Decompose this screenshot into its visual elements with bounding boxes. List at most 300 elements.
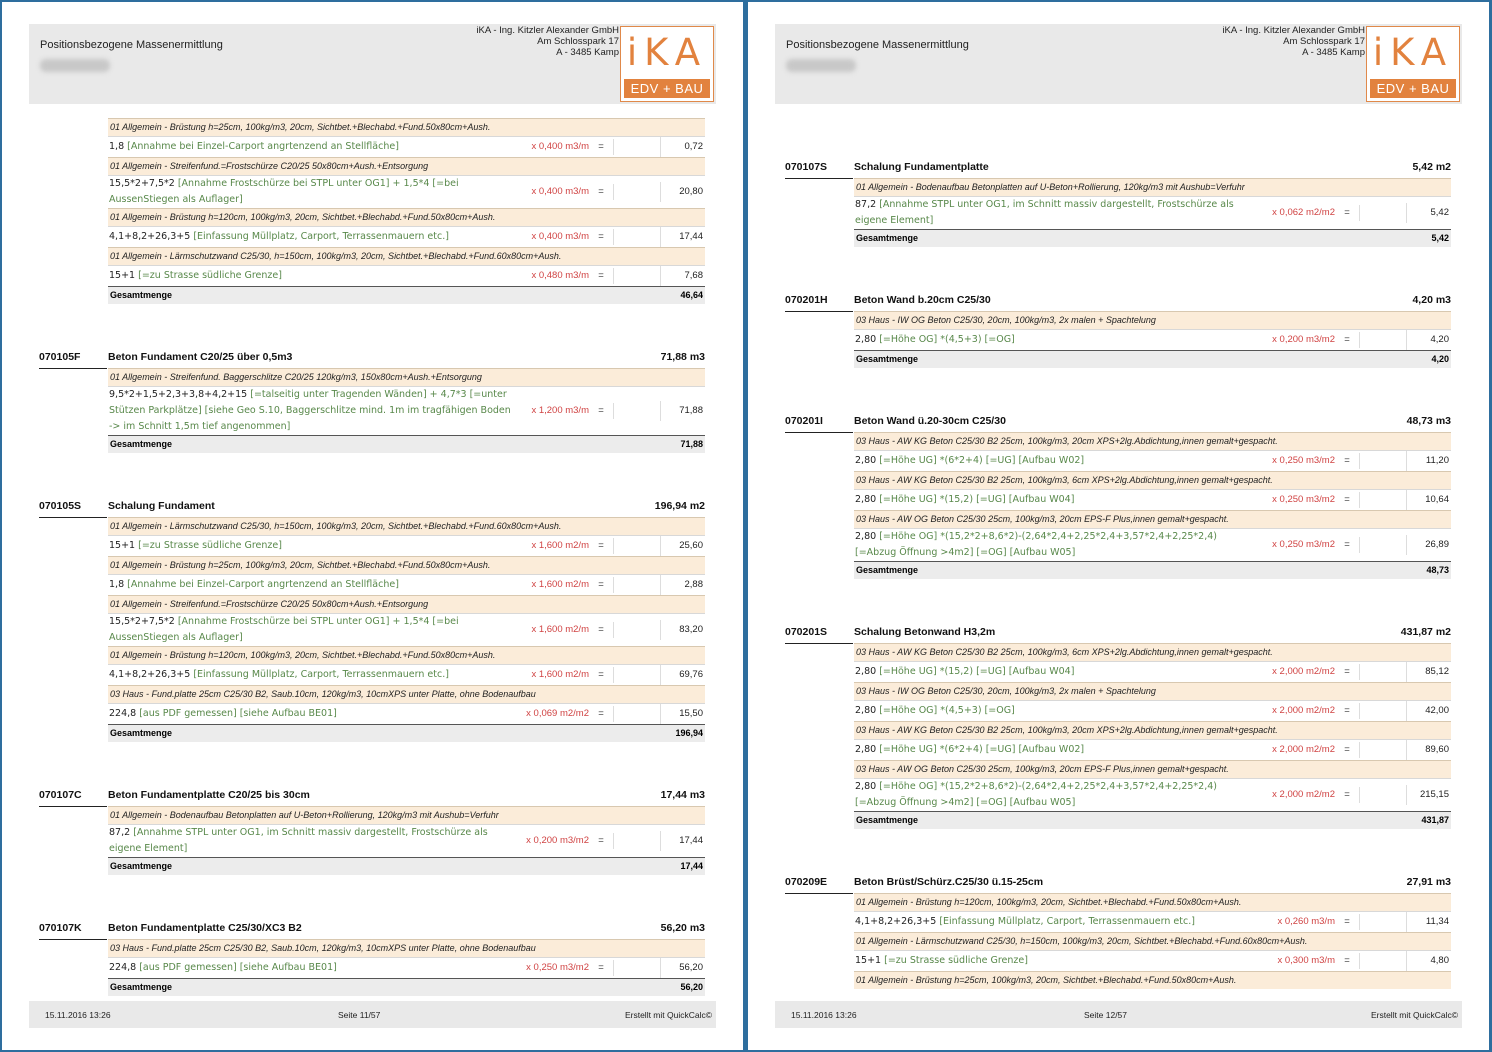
calc-formula [108,538,512,554]
position-rows [108,517,705,742]
logo-bottom-text: EDV + BAU [624,79,710,98]
column-divider [614,536,661,556]
calc-formula [108,706,512,722]
position-title: Schalung Fundamentplatte [854,161,989,173]
equals-sign: = [1335,205,1360,221]
calc-row [108,824,705,857]
page-footer [775,1001,1462,1028]
position-quantity: 5,42 m2 [1412,161,1451,173]
calc-factor: x 0,400 m3/m [531,186,589,197]
position-block [785,281,1451,368]
calc-result: 17,44 [679,231,703,242]
column-divider [1360,785,1407,805]
equals-sign: = [1335,332,1360,348]
calc-factor: x 2,000 m2/m2 [1272,789,1335,800]
calc-row [854,450,1451,471]
equals-sign: = [1335,492,1360,508]
footer-created-with: Erstellt mit QuickCalc© [1370,1010,1458,1020]
calc-row [108,535,705,556]
formula-expression: 1,8 [109,141,128,152]
calc-result: 215,15 [1419,789,1449,800]
position-header [785,613,1451,643]
column-divider [614,227,661,247]
company-logo [1366,26,1460,102]
total-value: 71,88 [680,439,703,449]
equals-sign: = [589,706,614,722]
calc-formula [108,229,512,245]
footer-created-with: Erstellt mit QuickCalc© [624,1010,712,1020]
company-address: iKA - Ing. Kitzler Alexander GmbH Am Schlosspark 17 A - 3485 Kamp [476,25,619,58]
total-label: Gesamtmenge [856,233,919,243]
calc-formula [108,387,512,435]
formula-expression: 224,8 [109,708,140,719]
total-row [108,724,705,742]
redacted-field [786,59,856,72]
position-quantity: 196,94 m2 [654,500,705,512]
item-note: 01 Allgemein - Brüstung h=120cm, 100kg/m3, 20cm, Sichtbet.+Blechabd.+Fund.50x80cm+Aush. [108,646,705,664]
calc-row [108,265,705,286]
footer-date: 15.11.2016 13:26 [45,1010,111,1020]
position-block [785,613,1451,829]
calc-factor: x 2,000 m2/m2 [1272,666,1335,677]
calc-row [854,911,1451,932]
calc-row [108,664,705,685]
logo-top-text: iKA [1372,31,1454,74]
calc-formula [854,953,1258,969]
item-note: 03 Haus - AW KG Beton C25/30 B2 25cm, 100kg/m3, 6cm XPS+2lg.Abdichtung,innen gemalt+gespacht. [854,643,1451,661]
code-underline [39,517,107,518]
calc-result: 20,80 [679,186,703,197]
column-divider [614,665,661,685]
calc-factor: x 2,000 m2/m2 [1272,705,1335,716]
calc-row [854,700,1451,721]
equals-sign: = [589,184,614,200]
position-rows [854,643,1451,829]
formula-comment: [=Höhe OG] *(15,2*2+8,6*2)-(2,64*2,4+2,25*2,4+3,57*2,4+2,25*2,4) [=Abzug Öffnung >4m2] [=OG] [Aufbau W05] [855,531,1217,558]
total-row [108,857,705,875]
formula-comment: [Annahme bei Einzel-Carport angrtenzend an Stellfläche] [127,141,399,152]
formula-expression: 15,5*2+7,5*2 [109,178,178,189]
position-header [39,909,705,939]
column-divider [1360,701,1407,721]
code-underline [39,368,107,369]
column-divider [1360,535,1407,555]
formula-expression: 4,1+8,2+26,3+5 [855,916,940,927]
equals-sign: = [1335,703,1360,719]
position-block [785,148,1451,247]
column-divider [1360,951,1407,971]
calc-factor: x 0,480 m3/m [531,270,589,281]
footer-page-number: Seite 11/57 [338,1010,381,1020]
column-divider [1360,740,1407,760]
report-page-left [2,2,743,1050]
calc-formula [108,614,512,646]
item-note: 03 Haus - AW KG Beton C25/30 B2 25cm, 100kg/m3, 20cm XPS+2lg.Abdichtung,innen gemalt+gespacht. [854,432,1451,450]
item-note: 01 Allgemein - Lärmschutzwand C25/30, h=150cm, 100kg/m3, 20cm, Sichtbet.+Blechabd.+Fund.60x80cm+Aush. [854,932,1451,950]
calc-row [854,778,1451,811]
page-footer [29,1001,716,1028]
position-quantity: 4,20 m3 [1412,294,1451,306]
column-divider [1360,912,1407,932]
total-value: 5,42 [1431,233,1449,243]
equals-sign: = [1335,742,1360,758]
item-note: 01 Allgemein - Streifenfund.=Frostschürze C20/25 50x80cm+Aush.+Entsorgung [108,157,705,175]
calc-formula [108,960,512,976]
formula-expression: 2,80 [855,705,880,716]
formula-expression: 87,2 [109,827,134,838]
report-page-right [748,2,1489,1050]
calc-result: 4,80 [1430,955,1449,966]
calc-factor: x 2,000 m2/m2 [1272,744,1335,755]
calc-row [854,950,1451,971]
position-code: 070105F [39,351,81,363]
formula-comment: [Annahme STPL unter OG1, im Schnitt massiv dargestellt, Frostschürze als eigene Element] [109,827,488,854]
position-code: 070209E [785,876,828,888]
position-rows [108,806,705,875]
calc-factor: x 0,400 m3/m [531,231,589,242]
calc-factor: x 0,062 m2/m2 [1272,207,1335,218]
code-underline [39,939,107,940]
total-label: Gesamtmenge [110,728,173,738]
calc-result: 0,72 [684,141,703,152]
calc-factor: x 1,600 m2/m [531,624,589,635]
position-rows [854,311,1451,368]
position-header [785,281,1451,311]
calc-formula [108,139,512,155]
total-label: Gesamtmenge [856,565,919,575]
formula-comment: [=Höhe UG] *(6*2+4) [=UG] [Aufbau W02] [879,744,1085,755]
column-divider [614,401,661,421]
calc-factor: x 0,400 m3/m [531,141,589,152]
formula-comment: [=Höhe UG] *(15,2) [=UG] [Aufbau W04] [879,494,1075,505]
formula-expression: 1,8 [109,579,128,590]
calc-formula [854,703,1258,719]
calc-factor: x 0,250 m3/m2 [1272,539,1335,550]
calc-result: 89,60 [1425,744,1449,755]
page-header [29,24,716,104]
total-label: Gesamtmenge [110,982,173,992]
equals-sign: = [589,960,614,976]
code-underline [39,806,107,807]
code-underline [785,311,853,312]
code-underline [785,178,853,179]
equals-sign: = [589,538,614,554]
calc-result: 11,20 [1425,455,1449,466]
position-code: 070201S [785,626,828,638]
equals-sign: = [589,667,614,683]
item-note: 03 Haus - AW OG Beton C25/30 25cm, 100kg/m3, 20cm EPS-F Plus,innen gemalt+gespacht. [854,510,1451,528]
position-block [39,776,705,875]
item-note: 03 Haus - Fund.platte 25cm C25/30 B2, Saub.10cm, 120kg/m3, 10cmXPS unter Platte, ohne Bodenaufbau [108,685,705,703]
formula-expression: 15,5*2+7,5*2 [109,616,178,627]
item-note: 03 Haus - Fund.platte 25cm C25/30 B2, Saub.10cm, 120kg/m3, 10cmXPS unter Platte, ohne Bodenaufbau [108,939,705,957]
total-label: Gesamtmenge [856,815,919,825]
logo-bottom-text: EDV + BAU [1370,79,1456,98]
position-title: Beton Brüst/Schürz.C25/30 ü.15-25cm [854,876,1044,888]
position-rows [108,368,705,453]
position-title: Beton Fundamentplatte C25/30/XC3 B2 [108,922,302,934]
formula-comment: [=zu Strasse südliche Grenze] [138,540,282,551]
item-note: 03 Haus - IW OG Beton C25/30, 20cm, 100kg/m3, 2x malen + Spachtelung [854,682,1451,700]
calc-formula [854,742,1258,758]
equals-sign: = [589,403,614,419]
total-row [854,229,1451,247]
position-header [785,148,1451,178]
calc-row [108,175,705,208]
calc-formula [854,492,1258,508]
calc-factor: x 0,250 m3/m2 [1272,494,1335,505]
calc-row [108,226,705,247]
formula-expression: 15+1 [109,270,139,281]
company-address: iKA - Ing. Kitzler Alexander GmbH Am Schlosspark 17 A - 3485 Kamp [1222,25,1365,58]
total-value: 4,20 [1431,354,1449,364]
formula-expression: 2,80 [855,666,880,677]
formula-expression: 2,80 [855,781,880,792]
calc-result: 17,44 [679,835,703,846]
total-row [108,286,705,304]
column-divider [614,704,661,724]
formula-comment: [=Höhe UG] *(15,2) [=UG] [Aufbau W04] [879,666,1075,677]
formula-comment: [aus PDF gemessen] [siehe Aufbau BE01] [139,962,337,973]
formula-expression: 2,80 [855,531,880,542]
total-label: Gesamtmenge [110,861,173,871]
position-quantity: 17,44 m3 [660,789,705,801]
position-rows [854,893,1451,989]
position-title: Beton Fundament C20/25 über 0,5m3 [108,351,293,363]
formula-expression: 9,5*2+1,5+2,3+3,8+4,2+15 [109,389,251,400]
column-divider [614,958,661,978]
item-note: 01 Allgemein - Brüstung h=25cm, 100kg/m3, 20cm, Sichtbet.+Blechabd.+Fund.50x80cm+Aush. [108,118,705,136]
company-logo [620,26,714,102]
column-divider [1360,490,1407,510]
position-quantity: 48,73 m3 [1406,415,1451,427]
calc-result: 7,68 [684,270,703,281]
column-divider [1360,203,1407,223]
item-note: 03 Haus - IW OG Beton C25/30, 20cm, 100kg/m3, 2x malen + Spachtelung [854,311,1451,329]
column-divider [614,266,661,286]
calc-factor: x 0,069 m2/m2 [526,708,589,719]
position-code: 070107S [785,161,828,173]
total-row [854,811,1451,829]
code-underline [785,432,853,433]
calc-factor: x 1,600 m2/m [531,540,589,551]
position-rows [854,178,1451,247]
formula-comment: [=Höhe OG] *(15,2*2+8,6*2)-(2,64*2,4+2,25*2,4+3,57*2,4+2,25*2,4) [=Abzug Öffnung >4m2] [=OG] [Aufbau W05] [855,781,1217,808]
calc-result: 25,60 [679,540,703,551]
position-block [39,487,705,742]
item-note: 03 Haus - AW KG Beton C25/30 B2 25cm, 100kg/m3, 20cm XPS+2lg.Abdichtung,innen gemalt+gespacht. [854,721,1451,739]
calc-result: 42,00 [1425,705,1449,716]
total-value: 56,20 [680,982,703,992]
report-title: Positionsbezogene Massenermittlung [786,39,969,51]
calc-factor: x 0,200 m3/m2 [526,835,589,846]
calc-formula [108,825,512,857]
calc-factor: x 0,250 m3/m2 [1272,455,1335,466]
equals-sign: = [589,139,614,155]
logo-top-text: iKA [626,31,708,74]
calc-formula [854,332,1258,348]
calc-row [854,329,1451,350]
formula-comment: [aus PDF gemessen] [siehe Aufbau BE01] [139,708,337,719]
formula-comment: [=Höhe OG] *(4,5+3) [=OG] [879,705,1015,716]
position-block [39,338,705,453]
column-divider [614,620,661,640]
position-rows [108,118,705,304]
position-code: 070107K [39,922,82,934]
total-value: 48,73 [1426,565,1449,575]
calc-result: 5,42 [1430,207,1449,218]
formula-expression: 15+1 [855,955,885,966]
formula-expression: 4,1+8,2+26,3+5 [109,669,194,680]
column-divider [614,182,661,202]
total-label: Gesamtmenge [110,290,173,300]
calc-factor: x 0,250 m3/m2 [526,962,589,973]
position-header [39,487,705,517]
formula-comment: [Einfassung Müllplatz, Carport, Terrassenmauern etc.] [193,231,449,242]
calc-row [108,386,705,435]
formula-comment: [Einfassung Müllplatz, Carport, Terrassenmauern etc.] [939,916,1195,927]
formula-comment: [=talseitig unter Tragenden Wänden] + 4,7*3 [=unter Stützen Parkplätze] [siehe Geo S.10, Baggerschlitze mind. 1m im tragfähigen Boden -> im Schnitt 1,5m tief angenommen] [109,389,511,432]
total-value: 46,64 [680,290,703,300]
position-quantity: 27,91 m3 [1406,876,1451,888]
equals-sign: = [589,577,614,593]
equals-sign: = [1335,537,1360,553]
item-note: 01 Allgemein - Brüstung h=120cm, 100kg/m3, 20cm, Sichtbet.+Blechabd.+Fund.50x80cm+Aush. [108,208,705,226]
calc-row [108,957,705,978]
footer-page-number: Seite 12/57 [1084,1010,1128,1020]
formula-comment: [Annahme Frostschürze bei STPL unter OG1] + 1,5*4 [=bei AussenStiegen als Auflager] [109,616,459,643]
total-value: 431,87 [1421,815,1449,825]
calc-formula [854,664,1258,680]
column-divider [614,831,661,851]
item-note: 01 Allgemein - Bodenaufbau Betonplatten auf U-Beton+Rollierung, 120kg/m3 mit Aushub=Verfuhr [854,178,1451,196]
calc-row [108,136,705,157]
calc-factor: x 0,300 m3/m [1277,955,1335,966]
formula-comment: [=Höhe OG] *(4,5+3) [=OG] [879,334,1015,345]
calc-result: 85,12 [1425,666,1449,677]
report-title: Positionsbezogene Massenermittlung [40,39,223,51]
calc-formula [854,197,1258,229]
calc-row [854,528,1451,561]
position-title: Schalung Betonwand H3,2m [854,626,996,638]
formula-expression: 2,80 [855,334,880,345]
equals-sign: = [1335,664,1360,680]
total-row [108,435,705,453]
column-divider [1360,330,1407,350]
column-divider [614,137,661,157]
calc-factor: x 1,200 m3/m [531,405,589,416]
code-underline [785,643,853,644]
calc-factor: x 0,260 m3/m [1277,916,1335,927]
column-divider [1360,662,1407,682]
total-label: Gesamtmenge [110,439,173,449]
calc-result: 71,88 [679,405,703,416]
position-title: Schalung Fundament [108,500,215,512]
calc-row [854,196,1451,229]
formula-comment: [Einfassung Müllplatz, Carport, Terrassenmauern etc.] [193,669,449,680]
calc-formula [854,914,1258,930]
item-note: 03 Haus - AW KG Beton C25/30 B2 25cm, 100kg/m3, 6cm XPS+2lg.Abdichtung,innen gemalt+gespacht. [854,471,1451,489]
formula-expression: 87,2 [855,199,880,210]
calc-result: 11,34 [1425,916,1449,927]
calc-result: 26,89 [1425,539,1449,550]
position-rows [108,939,705,996]
footer-date: 15.11.2016 13:26 [791,1010,857,1020]
calc-result: 10,64 [1425,494,1449,505]
column-divider [614,575,661,595]
formula-expression: 2,80 [855,455,880,466]
formula-comment: [Annahme bei Einzel-Carport angrtenzend an Stellfläche] [127,579,399,590]
formula-expression: 4,1+8,2+26,3+5 [109,231,194,242]
formula-expression: 2,80 [855,744,880,755]
total-row [854,561,1451,579]
position-quantity: 431,87 m2 [1400,626,1451,638]
item-note: 01 Allgemein - Brüstung h=25cm, 100kg/m3, 20cm, Sichtbet.+Blechabd.+Fund.50x80cm+Aush. [108,556,705,574]
calc-formula [854,453,1258,469]
formula-expression: 224,8 [109,962,140,973]
position-header [39,338,705,368]
equals-sign: = [589,229,614,245]
calc-row [854,661,1451,682]
total-row [108,978,705,996]
position-block [785,402,1451,579]
position-quantity: 56,20 m3 [660,922,705,934]
equals-sign: = [1335,453,1360,469]
equals-sign: = [589,268,614,284]
formula-comment: [=zu Strasse südliche Grenze] [138,270,282,281]
position-block [39,909,705,996]
calc-row [854,489,1451,510]
position-header [785,402,1451,432]
position-title: Beton Fundamentplatte C20/25 bis 30cm [108,789,310,801]
calc-formula [108,577,512,593]
formula-expression: 2,80 [855,494,880,505]
calc-formula [108,176,512,208]
position-header [785,863,1451,893]
equals-sign: = [589,622,614,638]
calc-result: 15,50 [679,708,703,719]
calc-factor: x 0,200 m3/m2 [1272,334,1335,345]
equals-sign: = [1335,953,1360,969]
item-note: 01 Allgemein - Brüstung h=25cm, 100kg/m3, 20cm, Sichtbet.+Blechabd.+Fund.50x80cm+Aush. [854,971,1451,989]
calc-formula [854,529,1258,561]
code-underline [785,893,853,894]
calc-result: 69,76 [679,669,703,680]
equals-sign: = [589,833,614,849]
total-value: 196,94 [675,728,703,738]
calc-row [108,574,705,595]
calc-formula [108,667,512,683]
calc-result: 83,20 [679,624,703,635]
calc-factor: x 1,600 m2/m [531,669,589,680]
position-code: 070201H [785,294,828,306]
calc-row [854,739,1451,760]
position-title: Beton Wand b.20cm C25/30 [854,294,991,306]
total-value: 17,44 [680,861,703,871]
redacted-field [40,59,110,72]
position-rows [854,432,1451,579]
position-code: 070107C [39,789,82,801]
page-content [39,118,705,1030]
calc-factor: x 1,600 m2/m [531,579,589,590]
item-note: 01 Allgemein - Lärmschutzwand C25/30, h=150cm, 100kg/m3, 20cm, Sichtbet.+Blechabd.+Fund.60x80cm+Aush. [108,517,705,535]
position-continuation [39,118,705,304]
equals-sign: = [1335,914,1360,930]
page-header [775,24,1462,104]
item-note: 01 Allgemein - Brüstung h=120cm, 100kg/m3, 20cm, Sichtbet.+Blechabd.+Fund.50x80cm+Aush. [854,893,1451,911]
calc-row [108,613,705,646]
position-code: 070201I [785,415,823,427]
